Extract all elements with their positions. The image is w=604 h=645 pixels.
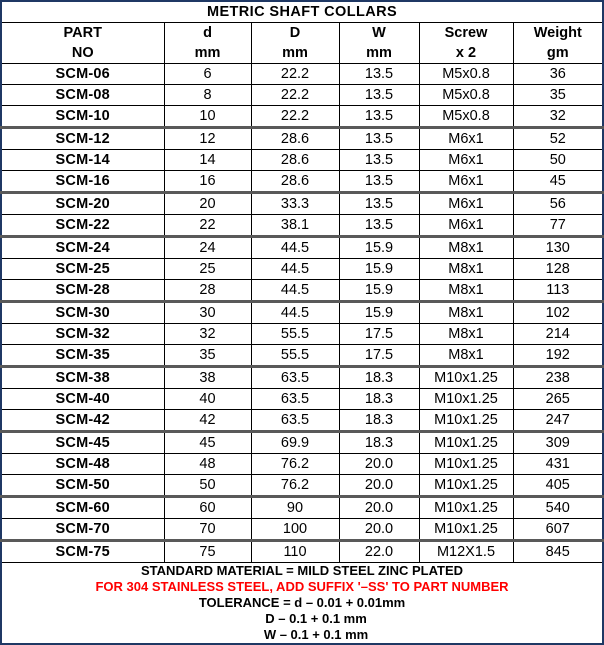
cell-weight-gm: 32 <box>513 106 603 128</box>
cell-width-W: 15.9 <box>339 259 419 280</box>
cell-bore-d: 16 <box>164 171 251 193</box>
cell-weight-gm: 56 <box>513 193 603 215</box>
cell-bore-d: 25 <box>164 259 251 280</box>
cell-bore-d: 35 <box>164 345 251 367</box>
cell-screw-size: M10x1.25 <box>419 367 513 389</box>
table-header-row <box>1 23 603 64</box>
cell-width-W: 18.3 <box>339 389 419 410</box>
note-line: W – 0.1 + 0.1 mm <box>263 627 369 642</box>
cell-screw-size: M8x1 <box>419 259 513 280</box>
column-header-part-no <box>1 23 164 64</box>
table-row <box>1 215 603 237</box>
cell-part-number: SCM-12 <box>1 128 164 150</box>
cell-screw-size: M10x1.25 <box>419 475 513 497</box>
column-header-w <box>339 23 419 64</box>
cell-outer-dia-D: 110 <box>251 541 339 563</box>
table-row <box>1 259 603 280</box>
cell-bore-d: 75 <box>164 541 251 563</box>
cell-screw-size: M6x1 <box>419 193 513 215</box>
cell-bore-d: 45 <box>164 432 251 454</box>
cell-outer-dia-D: 44.5 <box>251 280 339 302</box>
cell-part-number: SCM-06 <box>1 64 164 85</box>
cell-bore-d: 24 <box>164 237 251 259</box>
cell-weight-gm: 50 <box>513 150 603 171</box>
cell-screw-size: M8x1 <box>419 324 513 345</box>
column-header-weight <box>513 23 603 64</box>
cell-outer-dia-D: 22.2 <box>251 85 339 106</box>
cell-width-W: 13.5 <box>339 193 419 215</box>
cell-outer-dia-D: 63.5 <box>251 410 339 432</box>
cell-outer-dia-D: 100 <box>251 519 339 541</box>
note-line: STANDARD MATERIAL = MILD STEEL ZINC PLATED <box>141 563 464 578</box>
cell-weight-gm: 540 <box>513 497 603 519</box>
title-row <box>1 1 603 23</box>
cell-outer-dia-D: 63.5 <box>251 389 339 410</box>
table-row <box>1 389 603 410</box>
cell-width-W: 15.9 <box>339 237 419 259</box>
column-header-line1: Screw <box>444 25 488 41</box>
cell-outer-dia-D: 69.9 <box>251 432 339 454</box>
table-row <box>1 345 603 367</box>
table-row <box>1 150 603 171</box>
cell-width-W: 13.5 <box>339 215 419 237</box>
cell-part-number: SCM-28 <box>1 280 164 302</box>
page-title: METRIC SHAFT COLLARS <box>1 1 603 23</box>
cell-screw-size: M10x1.25 <box>419 432 513 454</box>
cell-width-W: 13.5 <box>339 64 419 85</box>
cell-screw-size: M5x0.8 <box>419 85 513 106</box>
column-header-line2: mm <box>282 45 308 61</box>
cell-part-number: SCM-48 <box>1 454 164 475</box>
cell-outer-dia-D: 76.2 <box>251 454 339 475</box>
column-header-outer-d <box>251 23 339 64</box>
cell-outer-dia-D: 33.3 <box>251 193 339 215</box>
cell-bore-d: 48 <box>164 454 251 475</box>
cell-part-number: SCM-14 <box>1 150 164 171</box>
cell-bore-d: 40 <box>164 389 251 410</box>
column-header-line2: gm <box>546 45 569 61</box>
cell-weight-gm: 128 <box>513 259 603 280</box>
cell-outer-dia-D: 44.5 <box>251 302 339 324</box>
cell-weight-gm: 607 <box>513 519 603 541</box>
table-row <box>1 171 603 193</box>
cell-bore-d: 70 <box>164 519 251 541</box>
cell-width-W: 13.5 <box>339 85 419 106</box>
cell-part-number: SCM-10 <box>1 106 164 128</box>
cell-weight-gm: 45 <box>513 171 603 193</box>
cell-screw-size: M10x1.25 <box>419 389 513 410</box>
cell-screw-size: M6x1 <box>419 150 513 171</box>
table-row <box>1 324 603 345</box>
cell-part-number: SCM-35 <box>1 345 164 367</box>
cell-bore-d: 28 <box>164 280 251 302</box>
cell-outer-dia-D: 76.2 <box>251 475 339 497</box>
cell-screw-size: M8x1 <box>419 345 513 367</box>
cell-outer-dia-D: 22.2 <box>251 64 339 85</box>
cell-width-W: 18.3 <box>339 432 419 454</box>
column-header-line1: Weight <box>533 25 582 41</box>
cell-part-number: SCM-75 <box>1 541 164 563</box>
cell-weight-gm: 130 <box>513 237 603 259</box>
cell-width-W: 13.5 <box>339 150 419 171</box>
cell-width-W: 20.0 <box>339 475 419 497</box>
cell-outer-dia-D: 63.5 <box>251 367 339 389</box>
cell-weight-gm: 192 <box>513 345 603 367</box>
cell-bore-d: 6 <box>164 64 251 85</box>
table-row <box>1 432 603 454</box>
column-header-screw <box>419 23 513 64</box>
column-header-line1: d <box>203 25 212 41</box>
cell-width-W: 17.5 <box>339 345 419 367</box>
cell-bore-d: 38 <box>164 367 251 389</box>
column-header-line2: NO <box>71 45 94 61</box>
cell-part-number: SCM-60 <box>1 497 164 519</box>
cell-weight-gm: 113 <box>513 280 603 302</box>
cell-screw-size: M10x1.25 <box>419 410 513 432</box>
table-row <box>1 454 603 475</box>
cell-weight-gm: 265 <box>513 389 603 410</box>
cell-width-W: 15.9 <box>339 302 419 324</box>
cell-weight-gm: 52 <box>513 128 603 150</box>
cell-outer-dia-D: 90 <box>251 497 339 519</box>
column-header-line1: PART <box>63 25 102 41</box>
cell-screw-size: M10x1.25 <box>419 519 513 541</box>
column-header-d <box>164 23 251 64</box>
footer-notes <box>1 563 603 645</box>
cell-weight-gm: 238 <box>513 367 603 389</box>
cell-width-W: 17.5 <box>339 324 419 345</box>
cell-weight-gm: 247 <box>513 410 603 432</box>
cell-weight-gm: 35 <box>513 85 603 106</box>
note-line: D – 0.1 + 0.1 mm <box>265 611 367 626</box>
cell-bore-d: 10 <box>164 106 251 128</box>
cell-outer-dia-D: 55.5 <box>251 324 339 345</box>
cell-outer-dia-D: 22.2 <box>251 106 339 128</box>
cell-outer-dia-D: 44.5 <box>251 237 339 259</box>
column-header-line2: mm <box>194 45 221 61</box>
cell-part-number: SCM-42 <box>1 410 164 432</box>
table-row <box>1 302 603 324</box>
cell-screw-size: M10x1.25 <box>419 454 513 475</box>
cell-part-number: SCM-50 <box>1 475 164 497</box>
table-row <box>1 280 603 302</box>
cell-width-W: 13.5 <box>339 128 419 150</box>
cell-bore-d: 22 <box>164 215 251 237</box>
cell-bore-d: 32 <box>164 324 251 345</box>
column-header-line1: D <box>289 25 301 41</box>
cell-screw-size: M12X1.5 <box>419 541 513 563</box>
column-header-line2: mm <box>366 45 392 61</box>
table-row <box>1 106 603 128</box>
cell-weight-gm: 405 <box>513 475 603 497</box>
cell-bore-d: 42 <box>164 410 251 432</box>
cell-part-number: SCM-20 <box>1 193 164 215</box>
table-row <box>1 541 603 563</box>
table-row <box>1 128 603 150</box>
note-line: FOR 304 STAINLESS STEEL, ADD SUFFIX '–SS' TO PART NUMBER <box>95 579 509 594</box>
cell-part-number: SCM-45 <box>1 432 164 454</box>
cell-part-number: SCM-30 <box>1 302 164 324</box>
cell-part-number: SCM-40 <box>1 389 164 410</box>
cell-part-number: SCM-16 <box>1 171 164 193</box>
footer-notes-row <box>1 563 603 645</box>
cell-width-W: 20.0 <box>339 519 419 541</box>
cell-screw-size: M5x0.8 <box>419 64 513 85</box>
table-row <box>1 237 603 259</box>
cell-width-W: 18.3 <box>339 367 419 389</box>
cell-part-number: SCM-32 <box>1 324 164 345</box>
table-row <box>1 497 603 519</box>
column-header-line2: x 2 <box>455 45 477 61</box>
note-line: TOLERANCE = d – 0.01 + 0.01mm <box>198 595 406 610</box>
cell-bore-d: 12 <box>164 128 251 150</box>
cell-outer-dia-D: 28.6 <box>251 128 339 150</box>
cell-width-W: 13.5 <box>339 106 419 128</box>
cell-part-number: SCM-24 <box>1 237 164 259</box>
cell-screw-size: M8x1 <box>419 280 513 302</box>
cell-screw-size: M10x1.25 <box>419 497 513 519</box>
table-body <box>1 1 603 644</box>
cell-screw-size: M6x1 <box>419 171 513 193</box>
cell-width-W: 20.0 <box>339 454 419 475</box>
cell-bore-d: 14 <box>164 150 251 171</box>
cell-part-number: SCM-08 <box>1 85 164 106</box>
cell-outer-dia-D: 28.6 <box>251 171 339 193</box>
cell-weight-gm: 102 <box>513 302 603 324</box>
table-row <box>1 475 603 497</box>
cell-part-number: SCM-25 <box>1 259 164 280</box>
cell-weight-gm: 36 <box>513 64 603 85</box>
cell-screw-size: M8x1 <box>419 237 513 259</box>
column-header-line1: W <box>372 25 386 41</box>
cell-weight-gm: 214 <box>513 324 603 345</box>
cell-width-W: 22.0 <box>339 541 419 563</box>
cell-part-number: SCM-38 <box>1 367 164 389</box>
cell-weight-gm: 77 <box>513 215 603 237</box>
table-row <box>1 519 603 541</box>
cell-screw-size: M6x1 <box>419 215 513 237</box>
cell-screw-size: M8x1 <box>419 302 513 324</box>
cell-weight-gm: 309 <box>513 432 603 454</box>
cell-width-W: 18.3 <box>339 410 419 432</box>
cell-outer-dia-D: 44.5 <box>251 259 339 280</box>
cell-screw-size: M6x1 <box>419 128 513 150</box>
cell-bore-d: 60 <box>164 497 251 519</box>
cell-bore-d: 8 <box>164 85 251 106</box>
cell-outer-dia-D: 28.6 <box>251 150 339 171</box>
table-row <box>1 410 603 432</box>
table-row <box>1 367 603 389</box>
table-row <box>1 85 603 106</box>
cell-width-W: 13.5 <box>339 171 419 193</box>
cell-screw-size: M5x0.8 <box>419 106 513 128</box>
cell-bore-d: 20 <box>164 193 251 215</box>
cell-width-W: 20.0 <box>339 497 419 519</box>
table-row <box>1 193 603 215</box>
cell-bore-d: 30 <box>164 302 251 324</box>
cell-weight-gm: 845 <box>513 541 603 563</box>
cell-outer-dia-D: 55.5 <box>251 345 339 367</box>
cell-weight-gm: 431 <box>513 454 603 475</box>
cell-part-number: SCM-70 <box>1 519 164 541</box>
cell-width-W: 15.9 <box>339 280 419 302</box>
cell-outer-dia-D: 38.1 <box>251 215 339 237</box>
table-row <box>1 64 603 85</box>
cell-part-number: SCM-22 <box>1 215 164 237</box>
cell-bore-d: 50 <box>164 475 251 497</box>
